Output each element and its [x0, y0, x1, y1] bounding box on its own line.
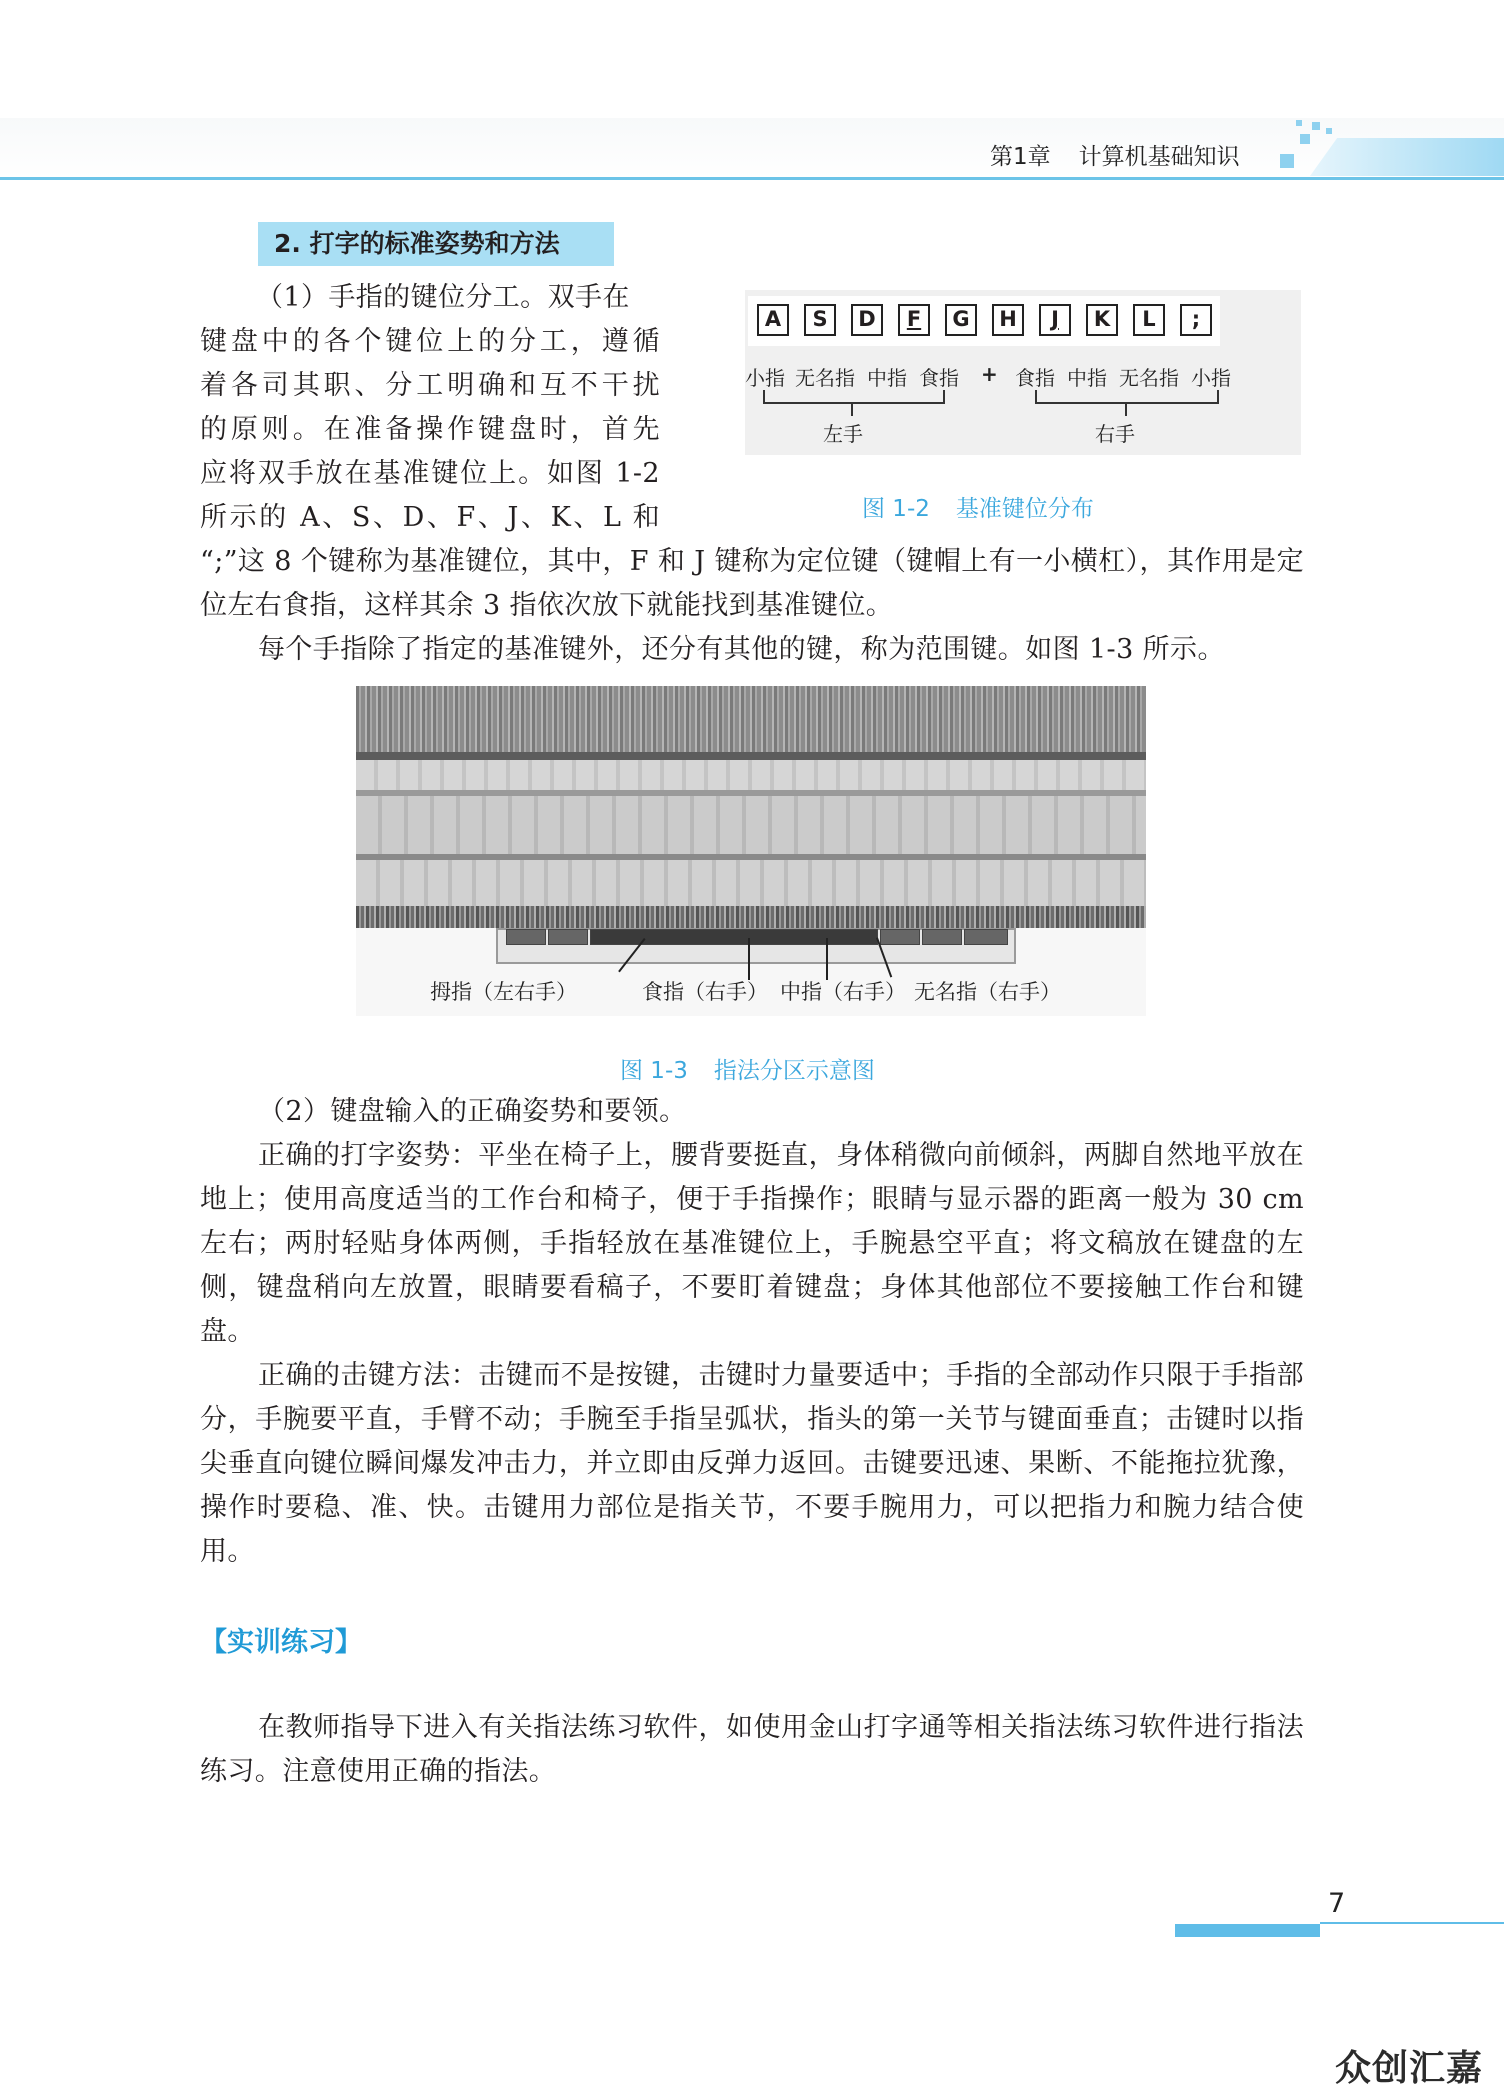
figure-finger-zones — [356, 686, 1146, 1016]
key-l: L — [1133, 304, 1165, 336]
caption-number: 图 1-3 — [620, 1058, 688, 1084]
practice-heading: 【实训练习】 — [200, 1627, 362, 1658]
finger-label: 食指 — [919, 366, 959, 390]
caption-text: 基准键位分布 — [955, 496, 1094, 522]
key-s: S — [804, 304, 836, 336]
left-hand-label: 左手 — [823, 422, 863, 446]
thumb-key — [922, 929, 962, 945]
header-square — [1296, 120, 1302, 126]
text-line: 键盘中的各个键位上的分工，遵循 — [200, 326, 660, 357]
key-k: K — [1086, 304, 1118, 336]
finger-label: 食指 — [1015, 366, 1055, 390]
keyboard-row — [356, 760, 1146, 790]
figure-home-row-keys — [745, 290, 1301, 455]
figure-1-3-caption — [620, 1052, 875, 1085]
key-d: D — [851, 304, 883, 336]
middle-pointer — [826, 938, 828, 980]
header-square — [1300, 134, 1310, 144]
keyboard-top-band — [356, 686, 1146, 752]
thumb-key — [506, 929, 546, 945]
footer-line — [1320, 1922, 1504, 1924]
thumb-label: 拇指（左右手） — [430, 980, 577, 1004]
caption-number: 图 1-2 — [862, 496, 930, 522]
section-heading: 2. 打字的标准姿势和方法 — [258, 222, 614, 266]
right-hand-label: 右手 — [1095, 422, 1135, 446]
keyboard-bottom-band — [356, 906, 1146, 928]
thumb-key — [880, 929, 920, 945]
right-hand-bracket — [1035, 390, 1219, 404]
keyboard-row — [356, 860, 1146, 906]
subheading-posture: （2）键盘输入的正确姿势和要领。 — [258, 1096, 687, 1127]
left-hand-bracket — [763, 390, 945, 404]
paragraph-typing-posture: 正确的打字姿势：平坐在椅子上，腰背要挺直，身体稍微向前倾斜，两脚自然地平放在地上；使用高度适当的工作台和椅子，便于手指操作；眼睛与显示器的距离一般为 30 cm 左右；两肘轻贴身体两侧，手指轻放在基准键位上，手腕悬空平直；将文稿放在键盘的左侧，键盘稍向左放置，眼睛要看稿子，不要盯着键盘；身体其他部位不要接触工作台和键盘。 — [200, 1140, 1304, 1347]
header-square — [1280, 154, 1294, 168]
finger-label: 小指 — [745, 366, 785, 390]
paragraph-key-assignment — [200, 276, 660, 540]
header-ribbon — [1310, 138, 1504, 176]
practice-text: 在教师指导下进入有关指法练习软件，如使用金山打字通等相关指法练习软件进行指法练习。注意使用正确的指法。 — [200, 1712, 1304, 1787]
header-square — [1312, 122, 1320, 130]
caption-text: 指法分区示意图 — [713, 1058, 875, 1084]
keyboard-edge — [356, 752, 1146, 760]
header-band — [0, 118, 1504, 178]
right-hand-stem — [1125, 402, 1127, 416]
text-line: 着各司其职、分工明确和互不干扰 — [200, 370, 660, 401]
text-line: 的原则。在准备操作键盘时，首先 — [200, 414, 660, 445]
page-number: 7 — [1328, 1888, 1346, 1919]
paragraph-keystroke-method: 正确的击键方法：击键而不是按键，击键时力量要适中；手指的全部动作只限于手指部分，手腕要平直，手臂不动；手腕至手指呈弧状，指头的第一关节与键面垂直；击键时以指尖垂直向键位瞬间爆发冲击力，并立即由反弹力返回。击键要迅速、果断、不能拖拉犹豫，操作时要稳、准、快。击键用力部位是指关节，不要手腕用力，可以把指力和腕力结合使用。 — [200, 1360, 1304, 1567]
finger-label: 小指 — [1191, 366, 1231, 390]
header-square — [1326, 128, 1332, 134]
text-line: （1）手指的键位分工。双手在 — [256, 282, 630, 313]
finger-label: 无名指 — [795, 366, 855, 390]
finger-label: 无名指 — [1119, 366, 1179, 390]
key-h: H — [992, 304, 1024, 336]
left-hand-stem — [851, 402, 853, 416]
paragraph-key-assignment-cont: “;”这 8 个键称为基准键位，其中，F 和 J 键称为定位键（键帽上有一小横杠），其作用是定位左右食指，这样其余 3 指依次放下就能找到基准键位。 — [200, 546, 1304, 621]
text-line: 应将双手放在基准键位上。如图 1-2 — [200, 458, 660, 489]
space-bar — [590, 929, 878, 945]
paragraph-range-keys: 每个手指除了指定的基准键外，还分有其他的键，称为范围键。如图 1-3 所示。 — [258, 634, 1225, 665]
thumb-key — [964, 929, 1008, 945]
footer-bar — [1175, 1924, 1320, 1937]
key-semicolon: ; — [1180, 304, 1212, 336]
figure-1-2-caption — [862, 490, 1094, 523]
index-pointer — [748, 938, 750, 980]
thumb-key — [548, 929, 588, 945]
finger-label: 中指 — [1067, 366, 1107, 390]
text-line: 所示的 A、S、D、F、J、K、L 和 — [200, 502, 660, 533]
key-a: A — [757, 304, 789, 336]
finger-label: 中指 — [867, 366, 907, 390]
plus-sign: + — [981, 362, 998, 386]
keyboard-row — [356, 796, 1146, 854]
middle-label: 中指（右手） — [780, 980, 906, 1004]
key-f: F — [898, 304, 930, 336]
header-rule — [0, 177, 1504, 180]
ring-label: 无名指（右手） — [914, 980, 1061, 1004]
index-label: 食指（右手） — [642, 980, 768, 1004]
key-j: J — [1039, 304, 1071, 336]
watermark-logo: 众创汇嘉 — [1335, 2048, 1484, 2089]
key-g: G — [945, 304, 977, 336]
chapter-number: 第1章 — [990, 144, 1051, 170]
chapter-title: 计算机基础知识 — [1078, 144, 1240, 170]
running-header — [990, 140, 1240, 174]
